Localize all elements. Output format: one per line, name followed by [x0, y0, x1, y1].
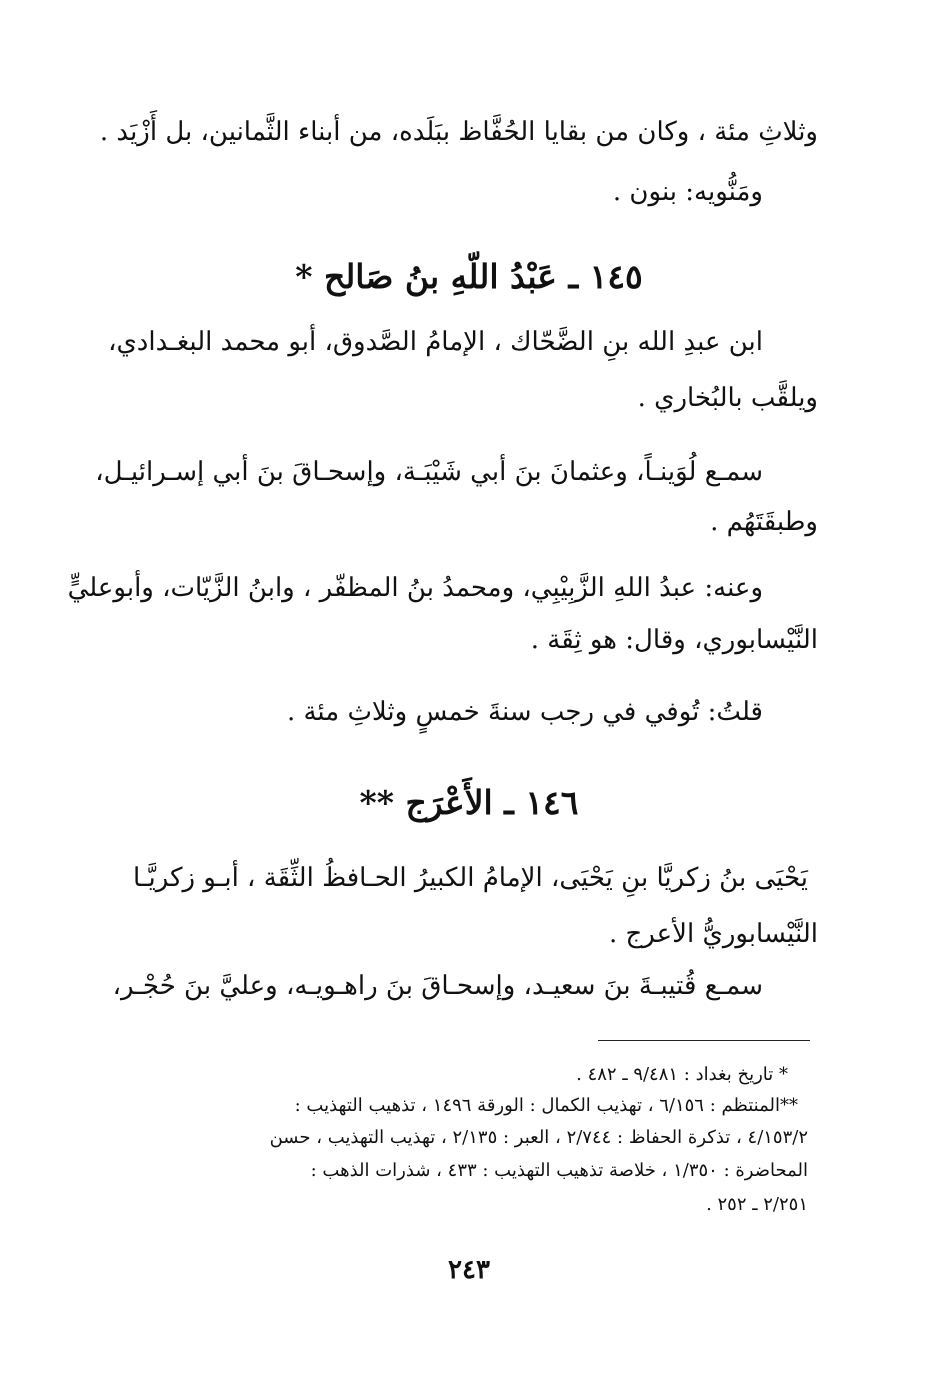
footnote: * تاريخ بغداد : ٩/٤٨١ ـ ٤٨٢ . — [576, 1064, 788, 1085]
text-line: ويلقَّب بالبُخاري . — [637, 383, 818, 413]
entry-heading-145: ١٤٥ ـ عَبْدُ اللّهِ بنُ صَالح * — [295, 257, 643, 296]
footnote: **المنتظم : ٦/١٥٦ ، تهذيب الكمال : الورقة ١٤٩٦ ، تذهيب التهذيب : — [294, 1095, 798, 1116]
footnote: ٤/١٥٣/٢ ، تذكرة الحفاظ : ٢/٧٤٤ ، العبر : ٢/١٣٥ ، تهذيب التهذيب ، حسن — [269, 1127, 808, 1148]
page-number: ٢٤٣ — [448, 1255, 490, 1285]
text-line: سمـع لُوَينـاً، وعثمانَ بنَ أبي شَيْبَـة، وإسحـاقَ بنَ أبي إسـرائيـل، — [95, 457, 763, 487]
entry-heading-146: ١٤٦ ـ الأَعْرَج ** — [359, 783, 579, 822]
text-line: قلتُ: تُوفي في رجب سنةَ خمسٍ وثلاثِ مئة . — [286, 697, 763, 727]
text-line: النَّيْسابوري، وقال: هو ثِقَة . — [530, 625, 818, 655]
text-line: النَّيْسابوريُّ الأعرج . — [608, 919, 818, 949]
footnote-divider — [598, 1040, 810, 1041]
text-line: ابن عبدِ الله بنِ الضَّحّاك ، الإمامُ الصَّدوق، أبو محمد البغـدادي، — [108, 327, 763, 357]
text-line: يَحْيَى بنُ زكريَّا بنِ يَحْيَى، الإمامُ الكبيرُ الحـافظُ الثِّقَة ، أبـو زكريَّـا — [132, 863, 808, 893]
footnote: المحاضرة : ١/٣٥٠ ، خلاصة تذهيب التهذيب : ٤٣٣ ، شذرات الذهب : — [310, 1160, 808, 1181]
text-line: وطبقَتَهُم . — [710, 507, 818, 537]
footnote: ٢/٢٥١ ـ ٢٥٢ . — [706, 1194, 808, 1215]
text-line: سمـع قُتيبـةَ بنَ سعيـد، وإسحـاقَ بنَ راهـويـه، وعليَّ بنَ حُجْـر، — [112, 971, 763, 1001]
text-line: وثلاثِ مئة ، وكان من بقايا الحُفَّاظ ببَلَده، من أبناء الثَّمانين، بل أَزْيَد . — [99, 117, 818, 147]
text-line: وعنه: عبدُ اللهِ الزَّبِيْبِي، ومحمدُ بنُ المظفّر ، وابنُ الزَّيّات، وأبوعليٍّ — [67, 573, 763, 603]
text-line: ومَنُّويه: بنون . — [612, 177, 763, 207]
